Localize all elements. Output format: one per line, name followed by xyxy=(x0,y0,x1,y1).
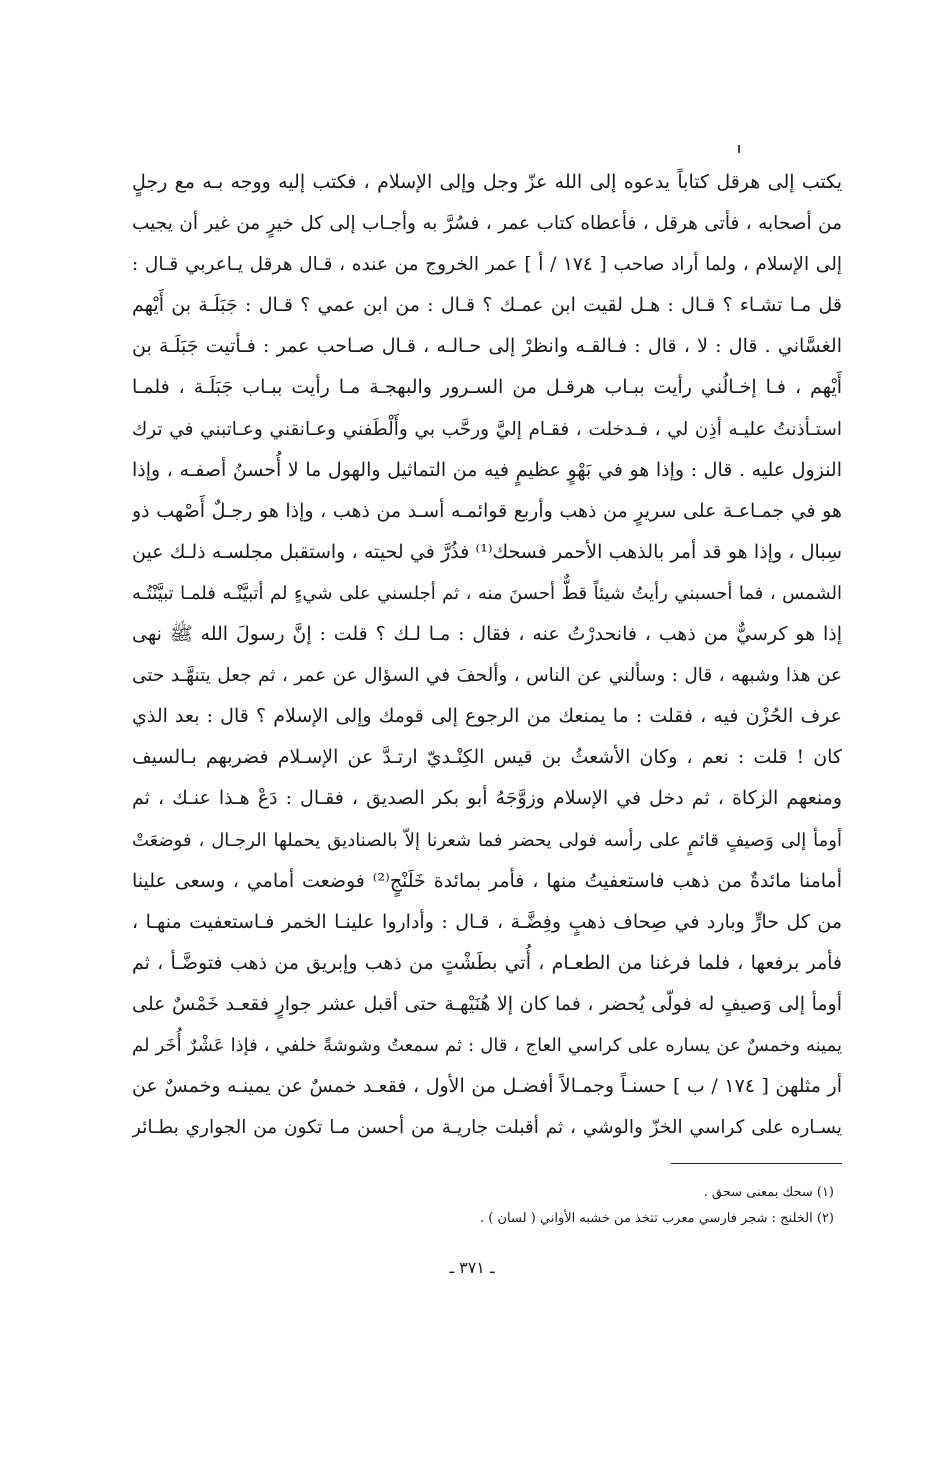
footnote-divider xyxy=(671,1163,842,1164)
text-line: ومنعهم الزكاة ، ثم دخل في الإسلام وزوَّجَهُ أبو بكر الصديق ، فقـال : دَعْ هـذا عنـك ، ثم xyxy=(132,787,842,810)
text-line: النزول عليه . قال : وإذا هو في بَهْوٍ عظيمٍ فيه من التماثيل والهول ما لا أُحسنُ أصفـه ، وإذا xyxy=(132,458,842,481)
text-line: أَيْهم ، فـا إخـالُني رأيت ببـاب هرقـل من السـرور والبهجـة مـا رأيت ببـاب جَبَلَـة ، فلمـا xyxy=(132,376,842,399)
text-line: من كل حارٍّ وبارد في صِحاف ذهبٍ وفِضَّـة ، قـال : وأداروا علينـا الخمر فـاستعفيت منهـا ، xyxy=(132,910,842,933)
text-line: أومأ إلى وَصيفٍ قائمٍ على رأسه فولى يحضر فما شعرنا إلاّ بالصناديق يحملها الرجـال ، فوضعَتْ xyxy=(132,829,842,851)
page-number: ـ ٣٧١ ـ xyxy=(449,1258,495,1277)
footnote-item: (١) سحك بمعنى سحق . xyxy=(703,1185,834,1200)
text-line: عرف الحُزْن فيه ، فقلت : ما يمنعك من الرجوع إلى قومك وإلى الإسلام ؟ قال : بعد الذي xyxy=(132,705,842,728)
text-line: من أصحابه ، فأتى هرقل ، فأعطاه كتاب عمر ، فسُرَّ به وأجـاب إلى كل خيرٍ من غير أن يجيب xyxy=(132,213,842,235)
text-line: أر مثلهن [ ١٧٤ / ب ] حسنـاً وجمـالاً أفضـل من الأول ، فقعـد خمسٌ عن يمينـه وخمسٌ عن xyxy=(132,1075,842,1098)
text-line: يسـاره على كراسي الخزّ والوشي ، ثم أقبلت جاريـة من أحسن مـا تكون من الجواري بطـائر xyxy=(132,1117,842,1139)
text-line: إذا هو كرسيٌّ من ذهب ، فانحدرْتُ عنه ، فقال : مـا لـك ؟ قلت : إنَّ رسولَ الله ﷺ نهى xyxy=(132,623,842,646)
text-line: أمامنا مائدةٌ من ذهب فاستعفيتُ منها ، فأمر بمائدة خَلَنْجٍ⁽²⁾ فوضعت أمامي ، وسعى علينا xyxy=(132,869,842,892)
page-tick-mark xyxy=(738,145,740,153)
footnotes-block xyxy=(132,1180,842,1232)
text-line: فأمر برفعها ، فلما فرغنا من الطعـام ، أُتي بطَشْتٍ من ذهب وإبريق من ذهب فتوضَّـأ ، ثم xyxy=(132,951,842,974)
text-line: عن هذا وشبهه ، قال : وسألني عن الناس ، وألحفَ في السؤال عن عمر ، ثم جعل يتنهَّـد حتى xyxy=(132,665,842,687)
text-line: أومأ إلى وَصيفٍ له فولّى يُحضر ، فما كان إلا هُنَيْهـة حتى أقبل عشر جوارٍ فقعـد خَمْسٌ على xyxy=(132,992,842,1015)
text-line: استـأذنتُ عليـه أذِن لي ، فـدخلت ، فقـام إليَّ ورحَّب بي وأَلْطَفني وعـانقني وعـاتبني في ترك xyxy=(132,418,842,440)
text-line: يمينه وخمسٌ عن يساره على كراسي العاج ، قال : ثم سمعتُ وشوشةً خلفي ، فإذا عَشْرٌ أُخَر لم xyxy=(132,1034,842,1056)
footnote-item: (٢) الخلنج : شجر فارسي معرب تتخذ من خشبه الأواني ( لسان ) . xyxy=(480,1211,834,1226)
text-line: قل مـا تشـاء ؟ قـال : هـل لقيت ابن عمـك ؟ قـال : من ابن عمي ؟ قـال : جَبَلَـة بن أَيْهم xyxy=(132,294,842,317)
text-line: هو في جمـاعـة على سريرٍ من ذهب وأربع قوائمـه أسـد من ذهب ، وإذا هو رجـلٌ أَصْهب ذو xyxy=(132,499,842,522)
text-line: الغسَّاني . قال : لا ، قال : فـالقـه وانظرْ إلى حـالـه ، قـال صـاحب عمر : فـأتيت جَبَلَـة بن xyxy=(132,335,842,358)
text-line: إلى الإسلام ، ولما أراد صاحب [ ١٧٤ / أ ] عمر الخروج من عنده ، قـال هرقل يـاعربي قـال : xyxy=(132,254,842,276)
main-text-block xyxy=(132,162,842,1148)
text-line: سِبال ، وإذا هو قد أمر بالذهب الأحمر فسحك⁽¹⁾ فذُرَّ في لحيته ، واستقبل مجلسـه ذلـك عين xyxy=(132,540,842,563)
text-line: يكتب إلى هرقل كتاباً يدعوه إلى الله عزّ وجل وإلى الإسلام ، فكتب إليه ووجه بـه مع رجلٍ xyxy=(132,171,842,193)
text-line: كان ! قلت : نعم ، وكان الأشعثُ بن قيس الكِنْـديّ ارتـدَّ عن الإسـلام فضربهم بـالسيف xyxy=(132,746,842,769)
text-line: الشمس ، فما أحسبني رأيتُ شيئاً قطٌّ أحسنَ منه ، ثم أجلسني على شيءٍ لم أتبيَّنْـه فلمـا تبيَّنْتُـه xyxy=(132,582,842,604)
